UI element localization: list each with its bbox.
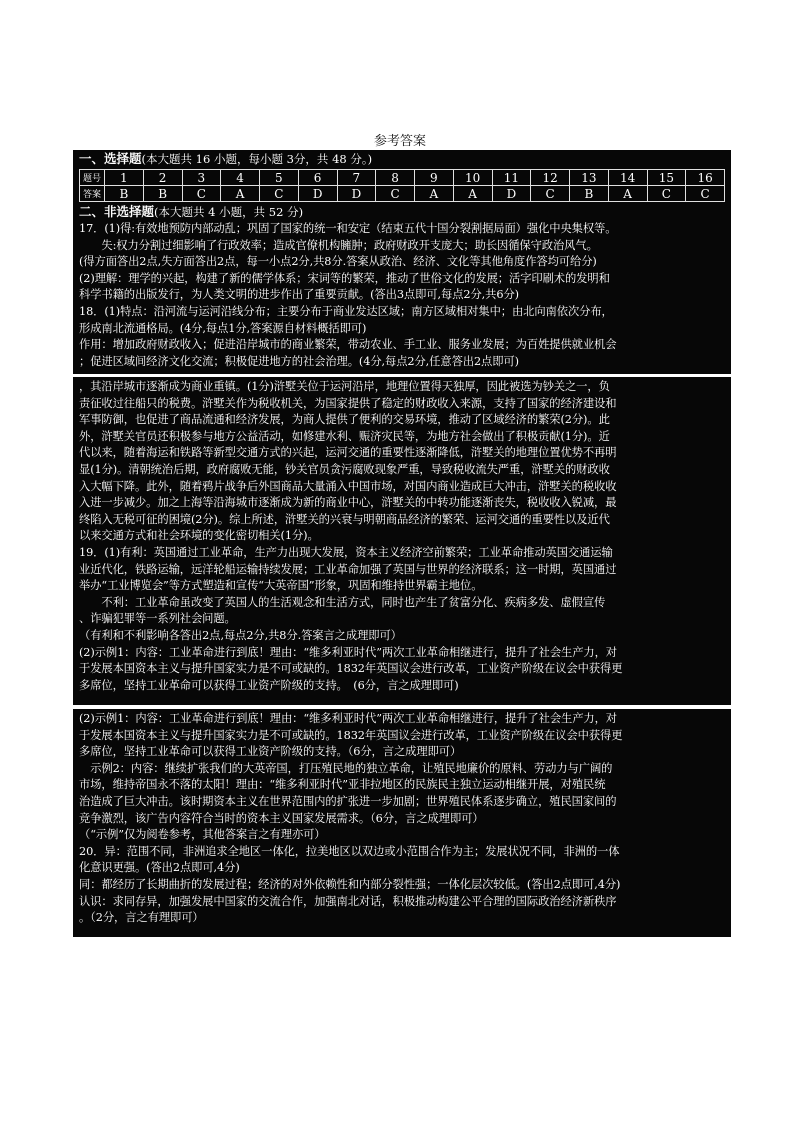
answer-text-line: 19．(1)有利：英国通过工业革命，生产力出现大发展，资本主义经济空前繁荣；工业革命推动英国交通运输 <box>79 545 613 559</box>
answer-cell: B <box>105 186 144 202</box>
answer-cell: D <box>492 186 531 202</box>
answer-text-line: 于发展本国资本主义与提升国家实力是不可或缺的。1832年英国议会进行改革，工业资产阶级在议会中获得更 <box>79 662 623 676</box>
answer-cell: C <box>686 186 725 202</box>
answer-cell: A <box>221 186 260 202</box>
answer-text-line: 。（2分，言之有理即可） <box>79 911 204 925</box>
answer-text-line: 军事防御，也促进了商品流通和经济发展，为商人提供了便利的交易环境，推动了区域经济的繁荣(2分)。此 <box>79 413 610 427</box>
question-number-cell: 14 <box>608 170 647 186</box>
question-number-cell: 10 <box>453 170 492 186</box>
answer-text-line: 竞争激烈，该广告内容符合当时的资本主义国家发展需求。（6分，言之成理即可） <box>79 811 484 825</box>
question-number-cell: 9 <box>415 170 454 186</box>
section-title: 一、选择题 <box>79 151 142 166</box>
answer-text-line: 外，浒墅关官员还积极参与地方公益活动，如修建水利、赈济灾民等，为地方社会做出了积极贡献(1分)。近 <box>79 429 610 443</box>
question-number-cell: 5 <box>260 170 299 186</box>
question-number-cell: 8 <box>376 170 415 186</box>
question-number-cell: 15 <box>647 170 686 186</box>
answer-block-2 <box>73 377 731 705</box>
answer-text-line: 同：都经历了长期曲折的发展过程；经济的对外依赖性和内部分裂性强；一体化层次较低。(答出2点即可,4分) <box>79 877 621 891</box>
answer-text-line: 18．(1)特点：沿河流与运河沿线分布；主要分布于商业发达区域；南方区域相对集中；由北向南依次分布， <box>79 304 613 318</box>
question-number-cell: 13 <box>570 170 609 186</box>
answer-block-1 <box>73 150 731 374</box>
question-number-cell: 7 <box>337 170 376 186</box>
answer-text-line: 治造成了巨大冲击。该时期资本主义在世界范围内的扩张进一步加剧；世界殖民体系逐步确立，殖民国家间的 <box>79 794 617 808</box>
answer-text-line: ，其沿岸城市逐渐成为商业重镇。(1分)浒墅关位于运河沿岸，地理位置得天独厚，因此被选为钞关之一，负 <box>79 380 610 393</box>
answer-text-line: 业近代化，铁路运输，远洋轮船运输持续发展；工业革命加强了英国与世界的经济联系；这一时期，英国通过 <box>79 562 617 576</box>
answer-text-line: 作用：增加政府财政收入；促进沿岸城市的商业繁荣，带动农业、手工业、服务业发展；为百姓提供就业机会 <box>79 338 617 352</box>
answer-text-line: ；促进区域间经济文化交流；积极促进地方的社会治理。(4分,每点2分,任意答出2点即可) <box>79 354 519 368</box>
row-label: 题号 <box>80 170 105 186</box>
answer-text-line: 市场，维持帝国永不落的太阳！理由：“维多利亚时代”亚非拉地区的民族民主独立运动相继开展，对殖民统 <box>79 778 606 792</box>
answer-text-line: 显(1分)。清朝统治后期，政府腐败无能，钞关官员贪污腐败现象严重，导致税收流失严重，浒墅关的财政收 <box>79 462 610 476</box>
answer-text-line: 多席位，坚持工业革命可以获得工业资产阶级的支持。 (6分，言之成理即可) <box>79 678 459 692</box>
question-number-cell: 11 <box>492 170 531 186</box>
answer-text-line: 不利：工业革命虽改变了英国人的生活观念和生活方式，同时也产生了贫富分化、疾病多发、虚假宣传 <box>79 595 606 609</box>
answer-cell: A <box>608 186 647 202</box>
answer-text-line: 终陷入无税可征的困境(2分)。综上所述，浒墅关的兴衰与明朝商品经济的繁荣、运河交通的重要性以及近代 <box>79 512 610 526</box>
question-number-cell: 1 <box>105 170 144 186</box>
answer-text-line: 认识：求同存异，加强发展中国家的交流合作，加强南北对话，积极推动构建公平合理的国际政治经济新秩序 <box>79 894 617 908</box>
answer-cell: D <box>337 186 376 202</box>
question-number-cell: 12 <box>531 170 570 186</box>
answer-cell: C <box>182 186 221 202</box>
question-number-cell: 6 <box>298 170 337 186</box>
answer-cell: D <box>298 186 337 202</box>
answer-text-line: 科学书籍的出版发行，为人类文明的进步作出了重要贡献。(答出3点即可,每点2分,共6分) <box>79 288 519 302</box>
section-subtitle: (本大题共 4 小题，共 52 分) <box>154 205 304 219</box>
answer-text-line: 入大幅下降。此外，随着鸦片战争后外国商品大量涌入中国市场，对国内商业造成巨大冲击，浒墅关的税收收 <box>79 479 617 493</box>
answer-block-3 <box>73 709 731 937</box>
answer-text-line: (2)示例1：内容：工业革命进行到底！理由：“维多利亚时代”两次工业革命相继进行，提升了社会生产力，对 <box>79 645 618 659</box>
answer-text-line: （有利和不利影响各答出2点,每点2分,共8分.答案言之成理即可） <box>79 628 402 642</box>
answer-cell: C <box>260 186 299 202</box>
answer-text-line: 20．异：范围不同，非洲追求全地区一体化，拉美地区以双边或小范围合作为主；发展状况不同，非洲的一体 <box>79 844 620 858</box>
question-number-row <box>80 170 725 186</box>
section-heading-choice <box>79 150 725 168</box>
answer-text-line: (得方面答出2点,失方面答出2点，每一小点2分,共8分.答案从政治、经济、文化等其他角度作答均可给分) <box>79 255 597 269</box>
answer-text-line: 17．(1)得:有效地预防内部动乱；巩固了国家的统一和安定（结束五代十国分裂割据局面）强化中央集权等。 <box>79 222 617 235</box>
answer-text-line: (2)示例1：内容：工业革命进行到底！理由：“维多利亚时代”两次工业革命相继进行，提升了社会生产力，对 <box>79 712 618 725</box>
answer-cell: A <box>415 186 454 202</box>
answer-text-line: 入进一步减少。加之上海等沿海城市逐渐成为新的商业中心，浒墅关的中转功能逐渐丧失，税收收入锐减，最 <box>79 496 617 510</box>
answer-text-line: （“示例”仅为阅卷参考，其他答案言之有理亦可） <box>79 828 326 842</box>
answer-text-line: 以来交通方式和社会环境的变化密切相关(1分)。 <box>79 529 319 543</box>
answer-cell: B <box>570 186 609 202</box>
page-title: 参考答案 <box>373 134 426 149</box>
answer-text-line: 代以来，随着海运和铁路等新型交通方式的兴起，运河交通的重要性逐渐降低，浒墅关的地理位置优势不再明 <box>79 446 617 460</box>
answer-text-line: 举办“工业博览会”等方式塑造和宣传“大英帝国”形象，巩固和维持世界霸主地位。 <box>79 579 483 593</box>
answer-text-line: 示例2：内容：继续扩张我们的大英帝国，打压殖民地的独立革命，让殖民地廉价的原料、劳动力与广阔的 <box>79 761 613 775</box>
answer-text-line: 于发展本国资本主义与提升国家实力是不可或缺的。1832年英国议会进行改革，工业资产阶级在议会中获得更 <box>79 728 623 742</box>
answer-text-line: (2)理解：理学的兴起，构建了新的儒学体系；宋词等的繁荣，推动了世俗文化的发展；活字印刷术的发明和 <box>79 271 610 285</box>
answer-cell: C <box>647 186 686 202</box>
question-number-cell: 2 <box>143 170 182 186</box>
answer-text-line: 、诈骗犯罪等一系列社会问题。 <box>79 612 236 626</box>
answer-text-line: 多席位，坚持工业革命可以获得工业资产阶级的支持。（6分，言之成理即可） <box>79 745 462 759</box>
answer-cell: B <box>143 186 182 202</box>
answer-table <box>79 169 725 202</box>
answer-row <box>80 186 725 202</box>
question-number-cell: 4 <box>221 170 260 186</box>
row-label: 答案 <box>80 186 105 202</box>
answer-text-line: 形成南北流通格局。(4分,每点1分,答案源自材料概括即可) <box>79 321 367 335</box>
answer-cell: C <box>531 186 570 202</box>
section-subtitle: (本大题共 16 小题，每小题 3分，共 48 分。) <box>141 152 373 166</box>
question-number-cell: 16 <box>686 170 725 186</box>
answer-text-line: 失:权力分割过细影响了行政效率；造成官僚机构臃肿；政府财政开支庞大；助长因循保守政治风气。 <box>79 238 598 252</box>
question-number-cell: 3 <box>182 170 221 186</box>
section-heading-nonchoice <box>79 203 725 221</box>
answer-cell: C <box>376 186 415 202</box>
answer-text-line: 责征收过往船只的税费。浒墅关作为税收机关，为国家提供了稳定的财政收入来源，支持了国家的经济建设和 <box>79 396 617 410</box>
answer-cell: A <box>453 186 492 202</box>
section-title: 二、非选择题 <box>79 204 155 219</box>
answer-text-line: 化意识更强。(答出2点即可,4分) <box>79 861 240 875</box>
